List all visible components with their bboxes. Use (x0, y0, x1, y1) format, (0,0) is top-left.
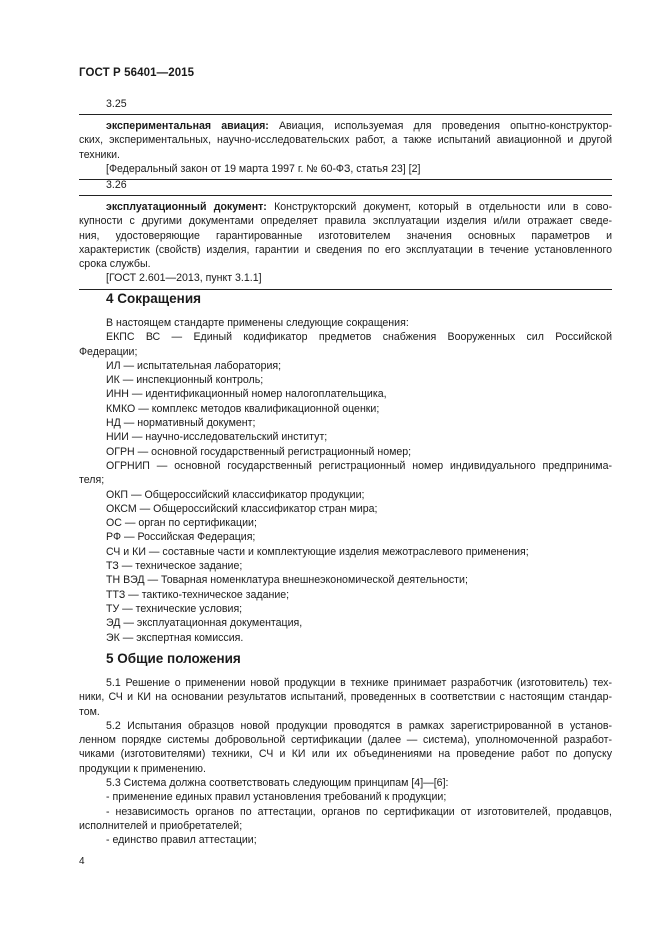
principle-item: - независимость органов по аттестации, органов по сертификации от изготовителей, продавцов, (106, 805, 612, 818)
abbreviation-item: ЭК — экспертная комиссия. (106, 631, 244, 644)
abbreviation-item: РФ — Российская Федерация; (106, 531, 256, 544)
term-definition-line: срока службы. (79, 258, 151, 271)
term-source: [Федеральный закон от 19 марта 1997 г. № 60-ФЗ, статья 23] [2] (106, 162, 421, 175)
abbreviation-item: СЧ и КИ — составные части и комплектующие изделия межотраслевого применения; (106, 545, 529, 558)
term-number-3-26: 3.26 (106, 179, 127, 191)
abbreviation-item: ИНН — идентификационный номер налогоплательщика, (106, 388, 387, 401)
abbreviation-item: ТТЗ — тактико-техническое задание; (106, 588, 290, 601)
term-definition-line: экспериментальная авиация: Авиация, используемая для проведения опытно-конструктор- (106, 120, 612, 132)
document-code-header: ГОСТ Р 56401—2015 (79, 67, 195, 79)
abbreviation-item: ИК — инспекционный контроль; (106, 374, 264, 387)
term-definition-line: ских, экспериментальных, научно-исследовательских работ, а также испытаний авиационной и другой (79, 134, 612, 147)
abbreviation-item-cont: теля; (79, 474, 105, 487)
abbreviation-item: НИИ — научно-исследовательский институт; (106, 431, 328, 444)
abbreviation-item: ИЛ — испытательная лаборатория; (106, 359, 282, 372)
term-definition-line: купности с другими документами определяет правила эксплуатации изделия и/или отражает сведе- (79, 215, 612, 228)
abbreviations-list (79, 316, 612, 645)
abbreviation-item: ОКП — Общероссийский классификатор продукции; (106, 488, 365, 501)
abbreviation-item: ЕКПС ВС — Единый кодификатор предметов снабжения Вооруженных сил Российской (106, 331, 612, 344)
term-definition-line: характеристик (свойств) изделия, гарантии и сведения по его эксплуатации в течение установленного (79, 243, 612, 256)
abbreviation-item-cont: Федерации; (79, 345, 138, 358)
principle-item: - применение единых правил установления требований к продукции; (106, 791, 447, 804)
abbreviation-item: НД — нормативный документ; (106, 417, 256, 430)
term-box-3-25 (79, 114, 612, 180)
clause-5-1-cont: ники, СЧ и КИ на основании результатов испытаний, проведенных в соответствии с настоящим стандар- (79, 691, 612, 704)
clause-5-1: 5.1 Решение о применении новой продукции в технике принимает разработчик (изготовитель) тех- (106, 677, 612, 689)
abbreviation-item: ОГРНИП — основной государственный регистрационный номер индивидуального предпринима- (106, 459, 612, 472)
abbreviations-intro: В настоящем стандарте применены следующие сокращения: (106, 317, 409, 329)
term-box-3-26 (79, 195, 612, 290)
term-definition-line: ния, удостоверяющие гарантированные изготовителем значения основных параметров и (79, 229, 612, 242)
term-name: эксплуатационный документ: (106, 201, 267, 213)
principle-item-cont: исполнителей и приобретателей; (79, 819, 243, 832)
page-number: 4 (79, 856, 85, 867)
clause-5-3: 5.3 Система должна соответствовать следующим принципам [4]—[6]: (106, 777, 449, 790)
abbreviation-item: ОГРН — основной государственный регистрационный номер; (106, 445, 412, 458)
term-definition-line: эксплуатационный документ: Конструкторский документ, который в отдельности или в сово- (106, 201, 612, 213)
clause-5-2-cont: чиками (изготовителями) техники, СЧ и КИ или их объединениями на проведение работ по допуску (79, 748, 612, 761)
term-source: [ГОСТ 2.601—2013, пункт 3.1.1] (106, 272, 262, 285)
abbreviation-item: ОС — орган по сертификации; (106, 517, 257, 530)
abbreviation-item: ЭД — эксплуатационная документация, (106, 617, 303, 630)
clause-5-2: 5.2 Испытания образцов новой продукции проводятся в рамках зарегистрированной в установ- (106, 719, 612, 732)
term-definition-line: техники. (79, 148, 120, 161)
principle-item: - единство правил аттестации; (106, 834, 257, 847)
clause-5-2-cont: продукции к применению. (79, 762, 206, 775)
abbreviation-item: ТЗ — техническое задание; (106, 560, 243, 573)
abbreviation-item: ТН ВЭД — Товарная номенклатура внешнеэкономической деятельности; (106, 574, 468, 587)
clause-5-2-cont: ленном порядке системы добровольной сертификации (далее — система), уполномоченной разработ- (79, 734, 612, 747)
abbreviation-item: КМКО — комплекс методов квалификационной оценки; (106, 402, 380, 415)
abbreviation-item: ТУ — технические условия; (106, 602, 243, 615)
clause-5-1-cont: том. (79, 705, 100, 718)
abbreviation-item: ОКСМ — Общероссийский классификатор стран мира; (106, 502, 378, 515)
term-number-3-25: 3.25 (106, 98, 127, 110)
general-provisions (79, 676, 612, 848)
term-name: экспериментальная авиация: (106, 120, 269, 132)
section-5-heading: 5 Общие положения (106, 651, 241, 666)
section-4-heading: 4 Сокращения (106, 291, 201, 306)
